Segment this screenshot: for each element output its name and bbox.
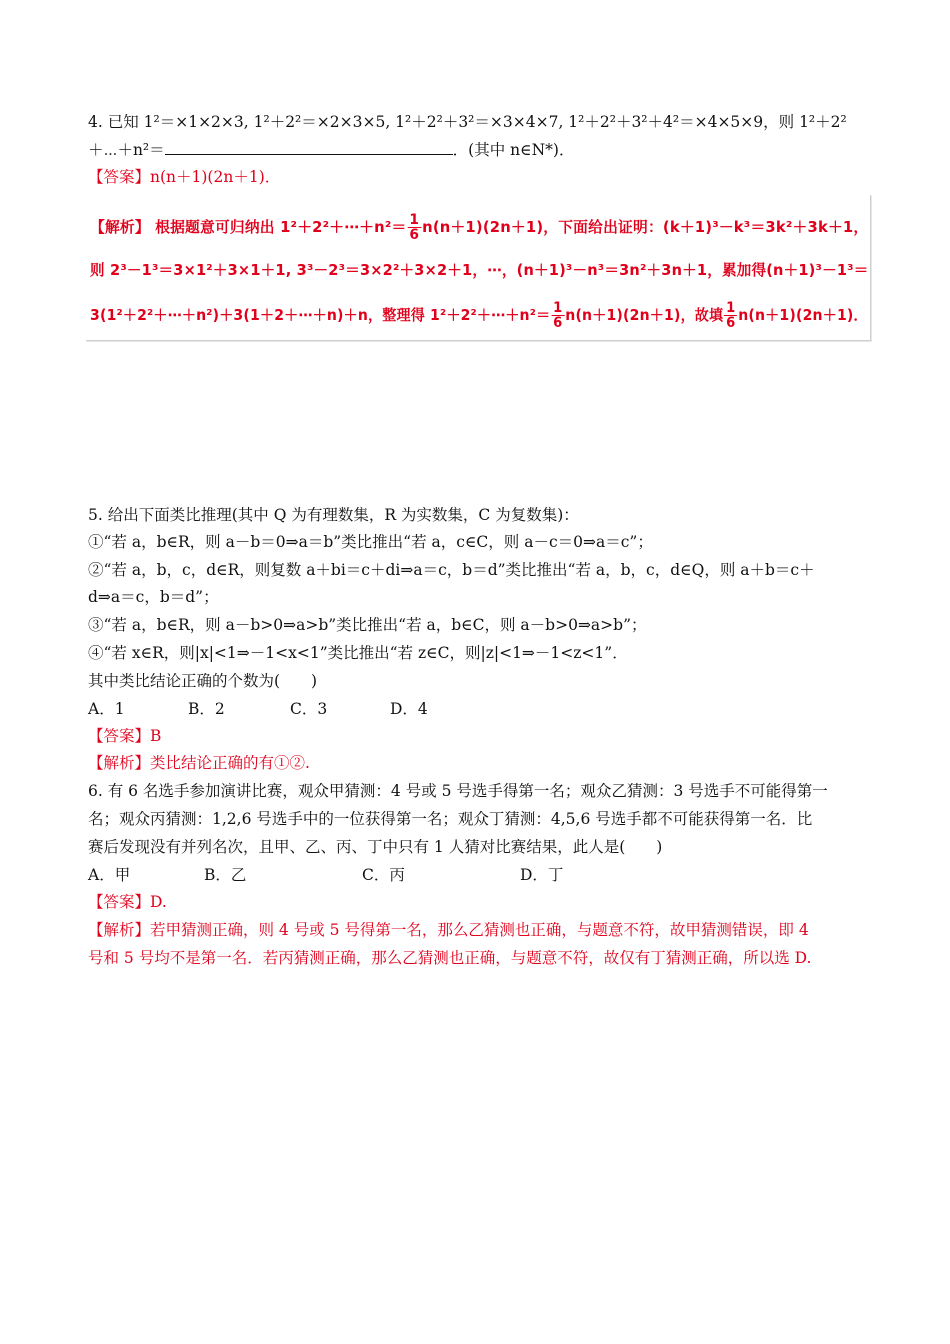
q5-question: 其中类比结论正确的个数为( ): [88, 672, 318, 690]
q5-item-2-line2: d⇒a＝c，b＝d”；: [88, 588, 219, 606]
q6-option-d: D．丁: [520, 866, 564, 884]
fraction-numerator: 1: [409, 212, 420, 228]
q6-analysis-line1: 【解析】若甲猜测正确，则 4 号或 5 号得第一名，那么乙猜测也正确，与题意不符，故甲猜测错误，即 4: [88, 921, 809, 939]
q4-stem-line1: 4. 已知 1²＝×1×2×3, 1²＋2²＝×2×3×5, 1²＋2²＋3²＝×3×4×7, 1²＋2²＋3²＋4²＝×4×5×9，则 1²＋2²: [88, 113, 847, 131]
q5-answer: 【答案】B: [88, 727, 162, 745]
q4-analysis-line2: 则 2³－1³＝3×1²＋3×1＋1, 3³－2³＝3×2²＋3×2＋1，⋯，(n＋1)³－n³＝3n²＋3n＋1，累加得(n＋1)³－1³＝: [90, 261, 869, 279]
q6-analysis-line2: 号和 5 号均不是第一名．若丙猜测正确，那么乙猜测也正确，与题意不符，故仅有丁猜测正确，所以选 D.: [88, 949, 812, 967]
q6-answer: 【答案】D.: [88, 893, 167, 911]
q4-answer-label: 【答案】: [88, 168, 151, 186]
one-sixth-fraction: [724, 301, 737, 330]
q6-stem-line1: 6. 有 6 名选手参加演讲比赛，观众甲猜测：4 号或 5 号选手得第一名；观众乙猜测：3 号选手不可能得第一: [88, 782, 828, 800]
q6-stem-line3: 赛后发现没有并列名次，且甲、乙、丙、丁中只有 1 人猜对比赛结果，此人是( ): [88, 838, 663, 856]
fraction-numerator: 1: [726, 300, 736, 316]
q4-analysis-l1-post: n(n＋1)(2n＋1)，下面给出证明：(k＋1)³－k³＝3k²＋3k＋1，: [422, 218, 869, 236]
q4-analysis-line1: [90, 213, 868, 242]
q5-title: 5. 给出下面类比推理(其中 Q 为有理数集，R 为实数集，C 为复数集)：: [88, 506, 579, 524]
q6-option-b: B．乙: [204, 866, 247, 884]
q5-item-4: ④“若 x∈R，则|x|<1⇒－1<x<1”类比推出“若 z∈C，则|z|<1⇒－1<z<1”．: [88, 644, 628, 662]
q5-analysis: 【解析】类比结论正确的有①②.: [88, 754, 310, 772]
q4-stem-line2: [88, 139, 574, 161]
q5-option-c: C．3: [290, 700, 328, 718]
q5-options: [88, 698, 428, 720]
q4-stem-rhs: ．(其中 n∈N*)．: [452, 141, 575, 159]
q4-analysis-l3-post: n(n＋1)(2n＋1)．: [738, 306, 868, 324]
q5-item-3: ③“若 a，b∈R，则 a－b>0⇒a>b”类比推出“若 a，b∈C，则 a－b>0⇒a>b”；: [88, 616, 647, 634]
q5-option-d: D．4: [390, 700, 428, 718]
q4-analysis-line3: [90, 301, 868, 330]
q4-stem-lhs: ＋⋯＋n²＝: [88, 141, 165, 159]
q5-option-a: A．1: [88, 700, 125, 718]
q4-answer: [88, 166, 280, 188]
q4-analysis-box: [86, 195, 871, 341]
q4-analysis-l3-mid: n(n＋1)(2n＋1)，故填: [565, 306, 724, 324]
q4-analysis-l3-pre: 3(1²＋2²＋⋯＋n²)＋3(1＋2＋⋯＋n)＋n，整理得 1²＋2²＋⋯＋n²＝: [90, 306, 551, 324]
q6-stem-line2: 名；观众丙猜测：1,2,6 号选手中的一位获得第一名；观众丁猜测：4,5,6 号选手都不可能获得第一名．比: [88, 810, 813, 828]
q4-answer-blank: [165, 140, 453, 155]
one-sixth-fraction: [551, 301, 564, 330]
fraction-denominator: 6: [409, 227, 420, 243]
q5-item-1: ①“若 a，b∈R，则 a－b＝0⇒a＝b”类比推出“若 a，c∈C，则 a－c＝0⇒a＝c”；: [88, 533, 653, 551]
fraction-denominator: 6: [726, 315, 736, 331]
q6-option-a: A．甲: [88, 866, 131, 884]
fraction-numerator: 1: [553, 300, 563, 316]
one-sixth-fraction: [407, 213, 421, 242]
q5-option-b: B．2: [188, 700, 225, 718]
q4-answer-value: n(n＋1)(2n＋1)．: [150, 168, 281, 186]
q6-option-c: C．丙: [362, 866, 405, 884]
fraction-denominator: 6: [553, 315, 563, 331]
q4-analysis-l1-pre: 【解析】 根据题意可归纳出 1²＋2²＋⋯＋n²＝: [90, 218, 407, 236]
q6-options: [88, 864, 563, 886]
q5-item-2-line1: ②“若 a，b，c，d∈R，则复数 a＋bi＝c＋di⇒a＝c，b＝d”类比推出“若 a，b，c，d∈Q，则 a＋b＝c＋: [88, 561, 815, 579]
